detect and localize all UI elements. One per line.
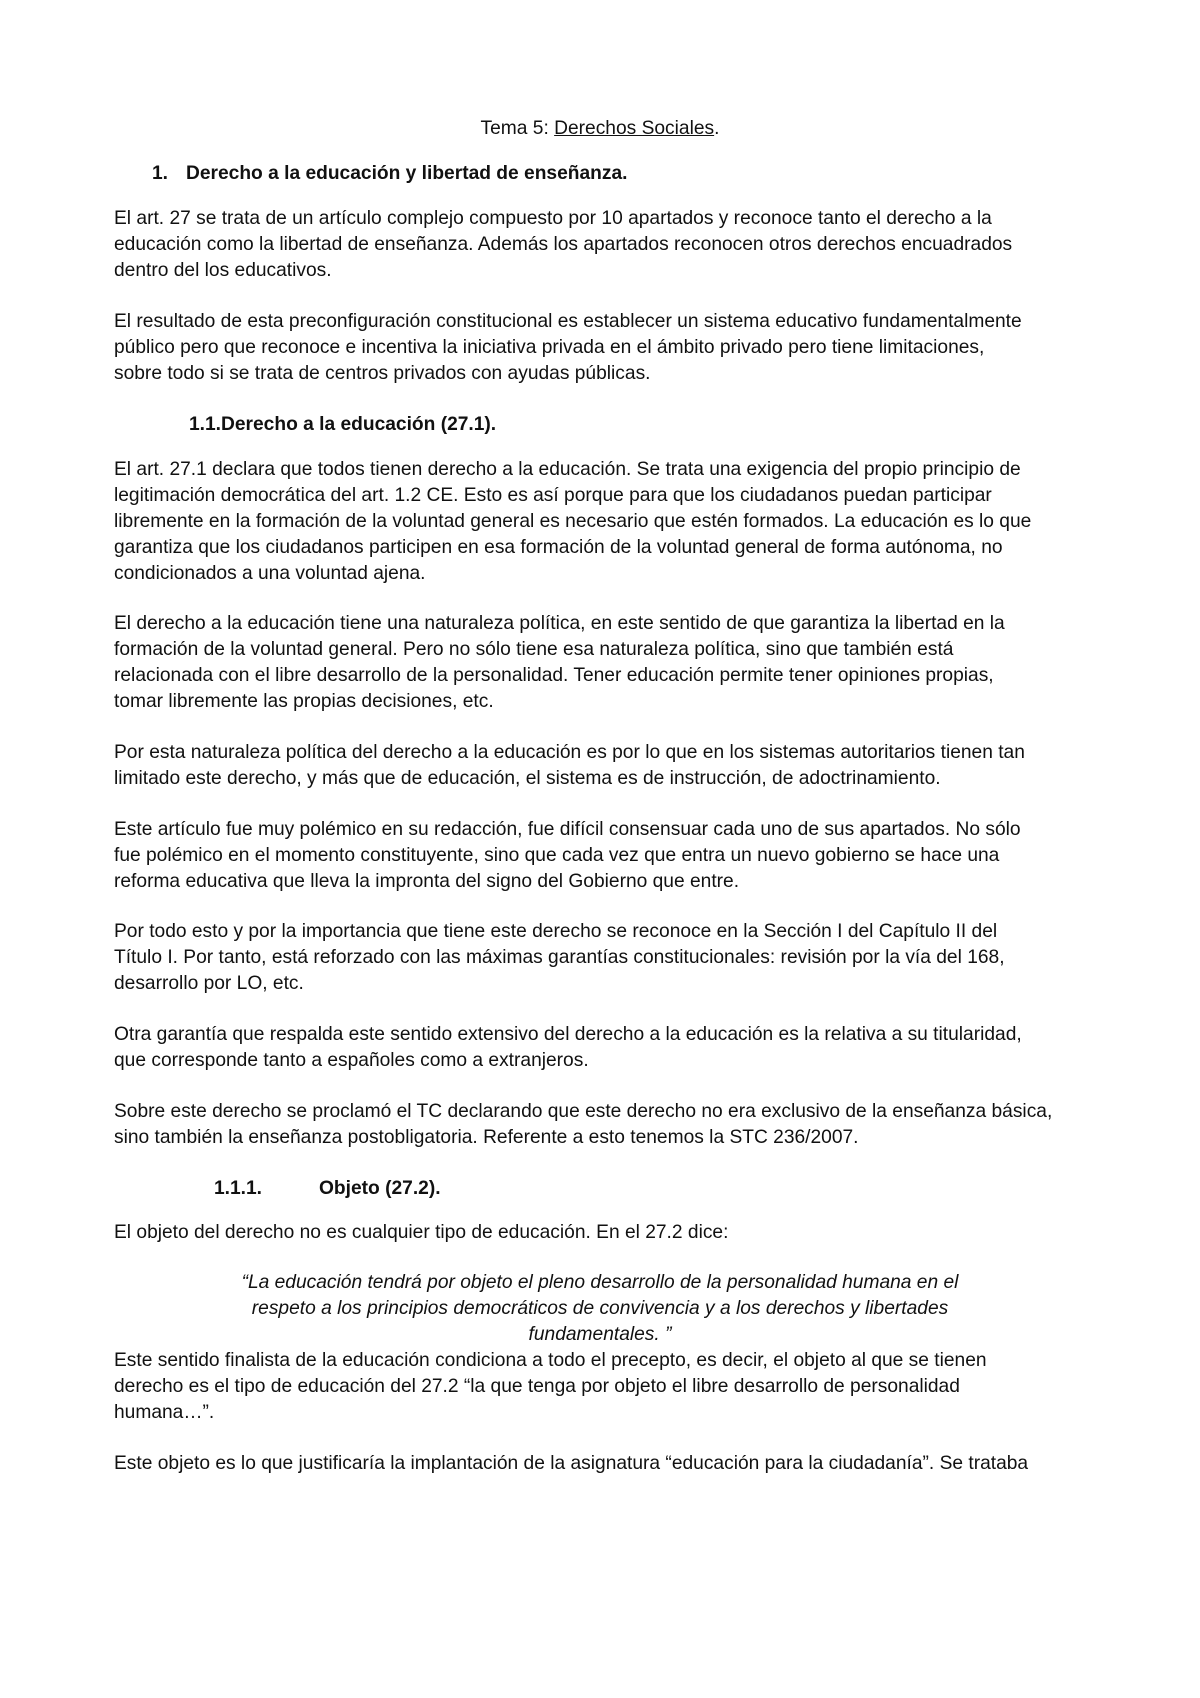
paragraph-line: Este artículo fue muy polémico en su redacción, fue difícil consensuar cada uno de sus apartados. No sólo — [114, 819, 1021, 840]
section-number: 1.1. — [189, 414, 222, 435]
document-title — [0, 116, 1200, 142]
title-prefix: Tema 5: — [480, 118, 555, 139]
paragraph-line: Por todo esto y por la importancia que tiene este derecho se reconoce en la Sección I del Capítulo II del — [114, 921, 998, 942]
paragraph-line: El resultado de esta preconfiguración constitucional es establecer un sistema educativo fundamentalmente — [114, 311, 1022, 332]
paragraph-line: formación de la voluntad general. Pero no sólo tiene esa naturaleza política, sino que también está — [114, 639, 954, 660]
quote-line: “La educación tendrá por objeto el pleno desarrollo de la personalidad humana en el — [241, 1272, 959, 1293]
title-underlined: Derechos Sociales — [554, 118, 715, 139]
paragraph-line: dentro del los educativos. — [114, 260, 332, 281]
paragraph-line: limitado este derecho, y más que de educación, el sistema es de instrucción, de adoctrinamiento. — [114, 768, 941, 789]
paragraph-line: sino también la enseñanza postobligatoria. Referente a esto tenemos la STC 236/2007. — [114, 1127, 859, 1148]
paragraph-line: fue polémico en el momento constituyente, sino que cada vez que entra un nuevo gobierno se hace una — [114, 845, 1000, 866]
paragraph-line: Sobre este derecho se proclamó el TC declarando que este derecho no era exclusivo de la enseñanza básica, — [114, 1101, 1053, 1122]
paragraph-line: Otra garantía que respalda este sentido extensivo del derecho a la educación es la relativa a su titularidad, — [114, 1024, 1022, 1045]
paragraph-line: que corresponde tanto a españoles como a extranjeros. — [114, 1050, 589, 1071]
quote-line: fundamentales. ” — [528, 1324, 672, 1345]
paragraph-line: relacionada con el libre desarrollo de la personalidad. Tener educación permite tener opiniones propias, — [114, 665, 994, 686]
section-heading-1-1 — [189, 412, 496, 438]
paragraph-line: humana…”. — [114, 1402, 215, 1423]
quote-line: respeto a los principios democráticos de convivencia y a los derechos y libertades — [251, 1298, 949, 1319]
paragraph-line: legitimación democrática del art. 1.2 CE. Esto es así porque para que los ciudadanos puedan participar — [114, 485, 992, 506]
paragraph-line: garantiza que los ciudadanos participen en esa formación de la voluntad general de forma autónoma, no — [114, 537, 1003, 558]
paragraph-line: El art. 27.1 declara que todos tienen derecho a la educación. Se trata una exigencia del propio principio de — [114, 459, 1021, 480]
section-text: Derecho a la educación (27.1). — [221, 414, 497, 435]
paragraph-line: El objeto del derecho no es cualquier tipo de educación. En el 27.2 dice: — [114, 1222, 729, 1243]
paragraph-line: Por esta naturaleza política del derecho a la educación es por lo que en los sistemas autoritarios tienen tan — [114, 742, 1025, 763]
paragraph-line: Título I. Por tanto, está reforzado con las máximas garantías constitucionales: revisión por la vía del 168, — [114, 947, 1005, 968]
paragraph-line: Este sentido finalista de la educación condiciona a todo el precepto, es decir, el objeto al que se tienen — [114, 1350, 987, 1371]
section-text: Objeto (27.2). — [319, 1178, 441, 1199]
section-number: 1. — [152, 163, 169, 184]
paragraph-line: educación como la libertad de enseñanza. Además los apartados reconocen otros derechos encuadrados — [114, 234, 1013, 255]
section-heading-1-1-1 — [214, 1176, 441, 1202]
paragraph-line: sobre todo si se trata de centros privados con ayudas públicas. — [114, 363, 651, 384]
paragraph-line: tomar libremente las propias decisiones, etc. — [114, 691, 494, 712]
paragraph-line: desarrollo por LO, etc. — [114, 973, 304, 994]
paragraph-line: condicionados a una voluntad ajena. — [114, 563, 426, 584]
paragraph-line: El art. 27 se trata de un artículo complejo compuesto por 10 apartados y reconoce tanto el derecho a la — [114, 208, 992, 229]
section-heading-1 — [152, 161, 627, 187]
paragraph-line: derecho es el tipo de educación del 27.2 “la que tenga por objeto el libre desarrollo de personalidad — [114, 1376, 960, 1397]
section-number: 1.1.1. — [214, 1178, 263, 1199]
paragraph-line: Este objeto es lo que justificaría la implantación de la asignatura “educación para la ciudadanía”. Se trataba — [114, 1453, 1029, 1474]
paragraph-line: libremente en la formación de la voluntad general es necesario que estén formados. La educación es lo que — [114, 511, 1032, 532]
title-suffix: . — [714, 118, 720, 139]
paragraph-line: público pero que reconoce e incentiva la iniciativa privada en el ámbito privado pero tiene limitaciones, — [114, 337, 985, 358]
section-text: Derecho a la educación y libertad de enseñanza. — [186, 163, 628, 184]
paragraph-line: El derecho a la educación tiene una naturaleza política, en este sentido de que garantiza la libertad en la — [114, 613, 1005, 634]
paragraph-line: reforma educativa que lleva la impronta del signo del Gobierno que entre. — [114, 871, 740, 892]
